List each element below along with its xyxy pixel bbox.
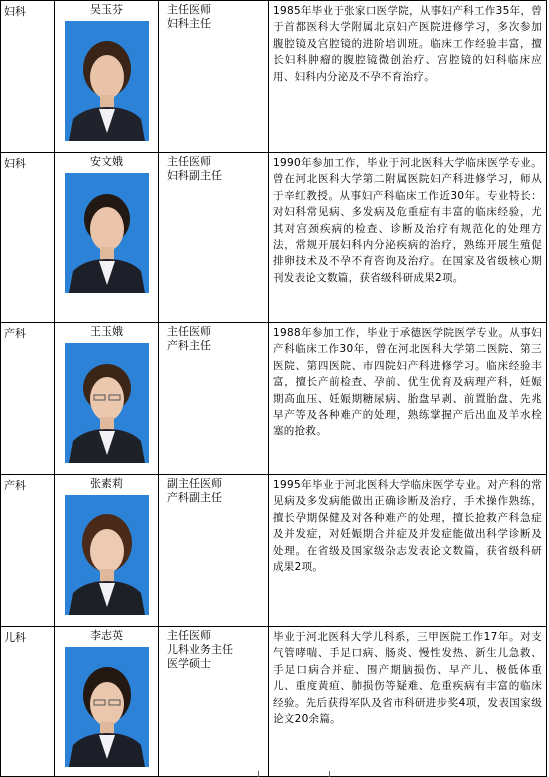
doctor-bio: 毕业于河北医科大学儿科系，三甲医院工作17年。对支气管哮喘、手足口病、肠炎、慢性发热、新生儿急救、手足口病合并症、围产期脑损伤、早产儿、极低体重儿、重度黄疸、肺损伤等疑难、危重疾病有丰富的临床经验。先后获得军队及省市科研进步奖4项，发表国家级论文20余篇。 (269, 627, 547, 777)
staff-row (1, 1, 547, 153)
photo-cell (55, 475, 159, 627)
job-position: 妇科副主任 (167, 169, 222, 182)
doctor-name: 李志英 (90, 629, 123, 642)
title-cell (159, 1, 269, 153)
doctor-photo (65, 495, 149, 615)
doctor-photo (65, 647, 149, 767)
page-mark (329, 771, 330, 777)
photo-cell (55, 153, 159, 323)
job-title: 主任医师 (167, 325, 211, 338)
page-mark (258, 771, 259, 777)
job-title: 主任医师 (167, 155, 211, 168)
department-cell: 儿科 (1, 627, 55, 777)
doctor-name: 安文娥 (90, 155, 123, 168)
staff-row (1, 153, 547, 323)
job-title: 副主任医师 (167, 477, 222, 490)
title-cell (159, 627, 269, 777)
staff-row (1, 323, 547, 475)
department-cell: 产科 (1, 475, 55, 627)
job-position: 儿科业务主任 (167, 643, 233, 656)
academic-degree: 医学硕士 (167, 657, 211, 670)
title-cell (159, 153, 269, 323)
department-cell: 妇科 (1, 153, 55, 323)
doctor-photo (65, 173, 149, 293)
doctor-bio: 1985年毕业于张家口医学院，从事妇产科工作35年，曾于首都医科大学附属北京妇产医院进修学习，多次参加腹腔镜及宫腔镜的进阶培训班。临床工作经验丰富，擅长妇科肿瘤的腹腔镜微创治疗、宫腔镜的妇科临床应用、妇科内分泌及不孕不育治疗。 (269, 1, 547, 153)
doctor-name: 张素莉 (90, 477, 123, 490)
job-title: 主任医师 (167, 3, 211, 16)
staff-row (1, 475, 547, 627)
doctor-bio: 1990年参加工作，毕业于河北医科大学临床医学专业。曾在河北医科大学第二附属医院妇产科进修学习，师从于辛红教授。从事妇产科临床工作近30年。专业特长：对妇科常见病、多发病及危重症有丰富的临床经验，尤其对宫颈疾病的检查、诊断及治疗有规范化的处理方法，常规开展妇科内分泌疾病的治疗，熟练开展生殖促排卵技术及不孕不育咨询及治疗。在国家及省级核心期刊发表论文数篇，获省级科研成果2项。 (269, 153, 547, 323)
photo-cell (55, 1, 159, 153)
job-position: 产科副主任 (167, 491, 222, 504)
title-cell (159, 475, 269, 627)
title-cell (159, 323, 269, 475)
doctor-bio: 1995年毕业于河北医科大学临床医学专业。对产科的常见病及多发病能做出正确诊断及治疗，手术操作熟练，擅长孕期保健及对各种难产的处理，擅长抢救产科急症及并发症，对妊娠期合并症及并发症能做出科学诊断及处理。在省级及国家级杂志发表论文数篇，获省级科研成果2项。 (269, 475, 547, 627)
doctor-bio: 1988年参加工作，毕业于承德医学院医学专业。从事妇产科临床工作30年，曾在河北医科大学第二医院、第三医院、第四医院、市四院妇产科进修学习。临床经验丰富，擅长产前检查、孕前、优生优育及病理产科，妊娠期高血压、妊娠期糖尿病、胎盘早剥、前置胎盘、先兆早产等及各种难产的处理，熟练掌握产后出血及羊水栓塞的抢救。 (269, 323, 547, 475)
doctor-name: 王玉娥 (90, 325, 123, 338)
department-cell: 产科 (1, 323, 55, 475)
doctor-photo (65, 343, 149, 463)
department-cell: 妇科 (1, 1, 55, 153)
job-title: 主任医师 (167, 629, 211, 642)
doctor-photo (65, 21, 149, 141)
photo-cell (55, 323, 159, 475)
staff-row (1, 627, 547, 777)
doctor-name: 吴玉芬 (90, 3, 123, 16)
job-position: 产科主任 (167, 339, 211, 352)
photo-cell (55, 627, 159, 777)
job-position: 妇科主任 (167, 17, 211, 30)
